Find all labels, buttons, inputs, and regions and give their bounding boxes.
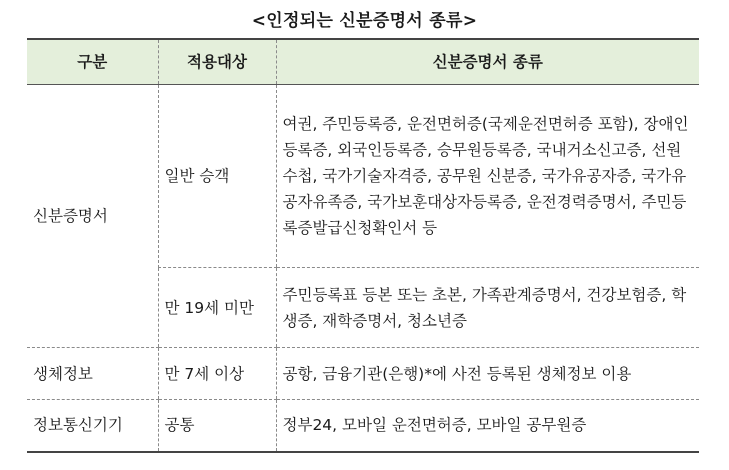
page-title: <인정되는 신분증명서 종류>	[251, 11, 478, 31]
header-category: 구분	[27, 39, 158, 85]
row-target-under19: 만 19세 미만	[158, 268, 276, 348]
row-category-device: 정보통신기기	[33, 416, 123, 435]
row-types-general	[276, 85, 699, 268]
id-document-table	[27, 38, 699, 453]
row-types-biometric	[276, 348, 699, 400]
table-header-row	[27, 39, 699, 85]
row-types-device	[276, 400, 699, 452]
row-category-id-document: 신분증명서	[27, 85, 158, 348]
header-types: 신분증명서 종류	[276, 39, 699, 85]
row-target-over7: 만 7세 이상	[158, 348, 276, 400]
row-target-general: 일반 승객	[158, 85, 276, 268]
row-types-text: 정부24, 모바일 운전면허증, 모바일 공무원증	[282, 416, 587, 435]
row-types-under19	[276, 268, 699, 348]
table-row	[27, 400, 699, 452]
row-types-text: 여권, 주민등록증, 운전면허증(국제운전면허증 포함), 장애인등록증, 외국인등록증, 승무원등록증, 국내거소신고증, 선원수첩, 국가기술자격증, 공무원 신분증, 국가유공자증, 국가유공자유족증, 국가보훈대상자등록증, 운전경력증명서, 주민등록증발급신청확인서 등	[282, 115, 689, 237]
row-types-text: 주민등록표 등본 또는 초본, 가족관계증명서, 건강보험증, 학생증, 재학증명서, 청소년증	[282, 285, 687, 330]
table-row	[27, 85, 699, 268]
table-row	[27, 348, 699, 400]
header-target: 적용대상	[158, 39, 276, 85]
row-types-text: 공항, 금융기관(은행)*에 사전 등록된 생체정보 이용	[282, 364, 632, 383]
row-category-biometric: 생체정보	[27, 348, 158, 400]
row-target-common: 공통	[158, 400, 276, 452]
